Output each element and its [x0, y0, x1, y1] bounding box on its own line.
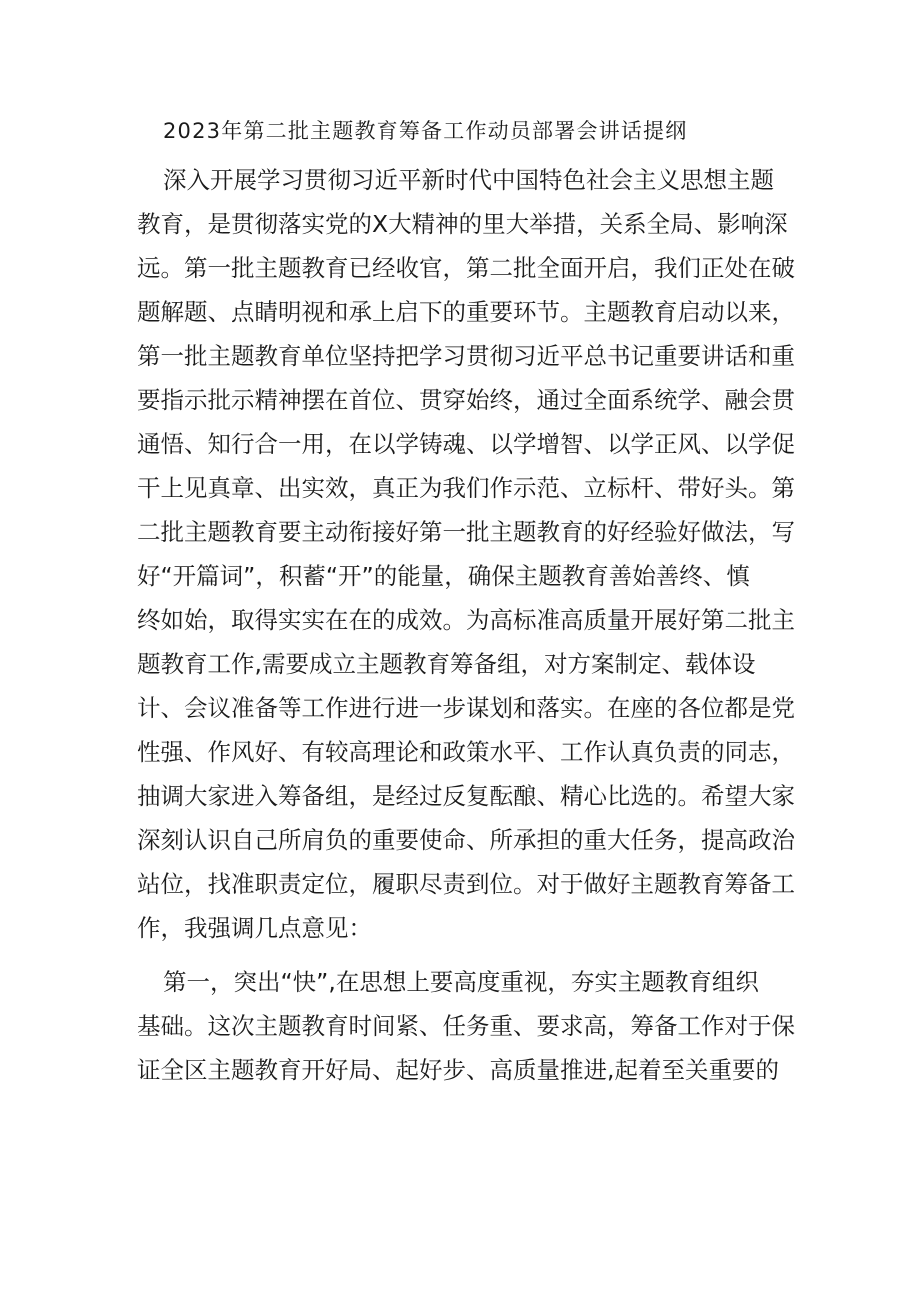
- paragraph-line: 证全区主题教育开好局、起好步、高质量推进,起着至关重要的: [137, 1056, 779, 1084]
- paragraph-line: 终如始，取得实实在在的成效。为高标准高质量开展好第二批主: [137, 606, 795, 634]
- document-title: 2023年第二批主题教育筹备工作动员部署会讲话提纲: [163, 119, 688, 143]
- paragraph-line: 作，我强调几点意见：: [137, 914, 372, 942]
- paragraph-line: 题教育工作,需要成立主题教育筹备组，对方案制定、载体设: [137, 650, 756, 678]
- paragraph-line: 干上见真章、出实效，真正为我们作示范、立标杆、带好头。第: [137, 474, 795, 502]
- paragraph-line: 深入开展学习贯彻习近平新时代中国特色社会主义思想主题: [163, 166, 774, 194]
- paragraph-line: 远。第一批主题教育已经收官，第二批全面开启，我们正处在破: [137, 254, 795, 282]
- paragraph-line: 站位，找准职责定位，履职尽责到位。对于做好主题教育筹备工: [137, 870, 795, 898]
- paragraph-line: 抽调大家进入筹备组，是经过反复酝酿、精心比选的。希望大家: [137, 782, 795, 810]
- paragraph-line: 要指示批示精神摆在首位、贯穿始终，通过全面系统学、融会贯: [137, 386, 795, 414]
- paragraph-line: 深刻认识自己所肩负的重要使命、所承担的重大任务，提高政治: [137, 826, 795, 854]
- paragraph-line: 题解题、点睛明视和承上启下的重要环节。主题教育启动以来，: [137, 298, 795, 326]
- paragraph-line: 二批主题教育要主动衔接好第一批主题教育的好经验好做法，写: [137, 518, 795, 546]
- paragraph-line: 教育，是贯彻落实党的X大精神的里大举措，关系全局、影响深: [137, 210, 788, 238]
- paragraph-line: 好“开篇词”，积蓄“开”的能量，确保主题教育善始善终、慎: [137, 562, 750, 590]
- paragraph-line: 性强、作风好、有较高理论和政策水平、工作认真负责的同志，: [137, 738, 795, 766]
- paragraph-line: 通悟、知行合一用，在以学铸魂、以学增智、以学正风、以学促: [137, 430, 795, 458]
- paragraph-line: 基础。这次主题教育时间紧、任务重、要求高，筹备工作对于保: [137, 1012, 795, 1040]
- paragraph-line: 第一，突出“快”,在思想上要高度重视，夯实主题教育组织: [163, 968, 759, 996]
- paragraph-line: 第一批主题教育单位坚持把学习贯彻习近平总书记重要讲话和重: [137, 342, 795, 370]
- paragraph-line: 计、会议准备等工作进行进一步谋划和落实。在座的各位都是党: [137, 694, 795, 722]
